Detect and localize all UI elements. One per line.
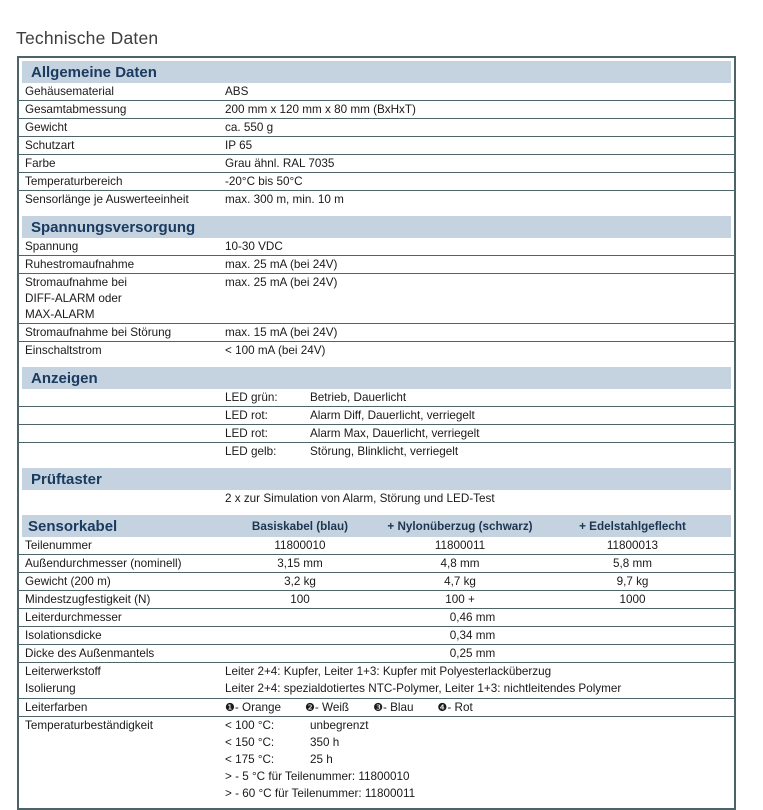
cable-row [19, 591, 734, 609]
spec-label-line: Stromaufnahme bei [25, 276, 127, 289]
led-name: LED rot: [225, 409, 268, 422]
spec-value: 2 x zur Simulation von Alarm, Störung und LED-Test [225, 492, 495, 505]
section-allgemeine-daten [19, 61, 734, 208]
spec-value: 10-30 VDC [225, 240, 283, 253]
value-edelstahlgeflecht: 9,7 kg [616, 575, 649, 588]
wire-color-legend [225, 700, 734, 716]
page-title: Technische Daten [16, 28, 159, 48]
spec-value: 0,25 mm [449, 647, 496, 660]
circled-1-icon: ❶ [225, 701, 235, 714]
value-edelstahlgeflecht: 11800013 [606, 539, 659, 552]
spec-label: Einschaltstrom [25, 344, 102, 357]
spec-row-multiline [19, 274, 734, 324]
wire-color-label: - Blau [382, 701, 414, 714]
spec-value: IP 65 [225, 139, 253, 152]
spec-row [19, 609, 734, 627]
spec-value: -20°C bis 50°C [225, 175, 303, 188]
section-spannungsversorgung [19, 216, 734, 359]
spec-value: max. 25 mA (bei 24V) [225, 258, 338, 271]
spec-label: Schutzart [25, 139, 75, 152]
temp-note: > - 60 °C für Teilenummer: 11800011 [225, 787, 416, 800]
spec-row [19, 256, 734, 274]
value-edelstahlgeflecht: 1000 [619, 593, 646, 606]
column-header-basiskabel: Basiskabel (blau) [251, 519, 349, 533]
spec-value: ABS [225, 85, 249, 98]
spec-value: max. 300 m, min. 10 m [225, 193, 344, 206]
section-rows [19, 537, 734, 805]
temp-condition: < 150 °C: [225, 736, 275, 749]
spec-row [25, 664, 734, 681]
spec-label: Gehäusematerial [25, 85, 115, 98]
temp-condition: < 100 °C: [225, 719, 275, 732]
section-header: Prüftaster [22, 468, 731, 490]
leiterfarben-row [19, 699, 734, 717]
led-description: Betrieb, Dauerlicht [310, 391, 407, 404]
value-nylonueberzug: 4,8 mm [440, 557, 480, 570]
led-name: LED gelb: [225, 445, 277, 458]
spec-label: Leiterwerkstoff [25, 665, 101, 678]
led-description: Alarm Diff, Dauerlicht, verriegelt [310, 409, 475, 422]
section-header: Allgemeine Daten [22, 61, 731, 83]
spec-row [19, 101, 734, 119]
spec-row [19, 627, 734, 645]
led-row [19, 443, 734, 460]
value-nylonueberzug: 100 + [445, 593, 475, 606]
spec-label: Gesamtabmessung [25, 103, 127, 116]
spec-value: max. 25 mA (bei 24V) [225, 276, 338, 289]
circled-4-icon: ❹ [437, 701, 448, 714]
spec-label: Teilenummer [25, 539, 92, 552]
section-prueftaster [19, 468, 734, 507]
spec-label: Isolierung [25, 682, 76, 695]
temp-value: 25 h [310, 753, 333, 766]
value-basiskabel: 100 [290, 593, 310, 606]
temp-cond-row [225, 735, 734, 752]
spec-label: Gewicht [25, 121, 68, 134]
cable-row [19, 555, 734, 573]
led-row [19, 425, 734, 443]
spec-label: Mindestzugfestigkeit (N) [25, 593, 151, 606]
spec-label: Leiterfarben [25, 701, 88, 714]
cable-row [19, 573, 734, 591]
value-nylonueberzug: 11800011 [434, 539, 486, 552]
spec-label-line: MAX-ALARM [25, 308, 95, 321]
temp-note: > - 5 °C für Teilenummer: 11800010 [225, 770, 410, 783]
value-edelstahlgeflecht: 5,8 mm [613, 557, 652, 570]
wire-color-label: - Weiß [314, 701, 350, 714]
spec-label: Isolationsdicke [25, 629, 102, 642]
led-description: Alarm Max, Dauerlicht, verriegelt [310, 427, 480, 440]
section-header: Anzeigen [22, 367, 731, 389]
spec-row [19, 342, 734, 359]
spec-row [19, 324, 734, 342]
column-header-nylonueberzug: + Nylonüberzug (schwarz) [387, 519, 533, 533]
spec-value: 200 mm x 120 mm x 80 mm (BxHxT) [225, 103, 416, 116]
spec-label: Stromaufnahme bei Störung [25, 326, 172, 339]
value-basiskabel: 11800010 [274, 539, 326, 552]
spec-row [25, 681, 734, 698]
spec-label: Temperaturbeständigkeit [25, 719, 153, 732]
section-anzeigen [19, 367, 734, 460]
spec-value: Leiter 2+4: spezialdotiertes NTC-Polymer, Leiter 1+3: nichtleitendes Polymer [225, 682, 622, 695]
spec-row [19, 155, 734, 173]
wire-color-item [225, 700, 281, 716]
temp-cond-row [225, 752, 734, 769]
value-basiskabel: 3,2 kg [284, 575, 316, 588]
temp-cond-row [225, 718, 734, 735]
spec-label: Gewicht (200 m) [25, 575, 111, 588]
temp-condition: < 175 °C: [225, 753, 275, 766]
wire-color-item [305, 700, 349, 716]
material-block [19, 663, 734, 699]
spec-value: Grau ähnl. RAL 7035 [225, 157, 335, 170]
spec-label: Ruhestromaufnahme [25, 258, 135, 271]
section-sensorkabel [19, 515, 734, 805]
spec-row [19, 191, 734, 208]
spec-row [19, 238, 734, 256]
spec-table [17, 56, 736, 810]
spec-value: 0,46 mm [449, 611, 496, 624]
section-rows [19, 389, 734, 460]
temperatur-block [19, 717, 734, 805]
led-row [19, 389, 734, 407]
led-description: Störung, Blinklicht, verriegelt [310, 445, 459, 458]
spec-label: Dicke des Außenmantels [25, 647, 155, 660]
section-header-with-columns [22, 515, 731, 537]
spec-value: max. 15 mA (bei 24V) [225, 326, 338, 339]
value-nylonueberzug: 4,7 kg [444, 575, 476, 588]
wire-color-item [373, 700, 413, 716]
value-basiskabel: 3,15 mm [277, 557, 323, 570]
spec-label [25, 275, 225, 323]
spec-row [19, 119, 734, 137]
spec-label: Temperaturbereich [25, 175, 123, 188]
section-rows [19, 238, 734, 359]
led-name: LED grün: [225, 391, 278, 404]
spec-label-line: DIFF-ALARM oder [25, 292, 122, 305]
column-header-edelstahlgeflecht: + Edelstahlgeflecht [579, 519, 686, 533]
spec-row [19, 83, 734, 101]
section-header: Spannungsversorgung [22, 216, 731, 238]
spec-value: ca. 550 g [225, 121, 274, 134]
circled-2-icon: ❷ [305, 701, 315, 714]
spec-label: Sensorlänge je Auswerteeinheit [25, 193, 189, 206]
spec-value: < 100 mA (bei 24V) [225, 344, 326, 357]
cable-row [19, 537, 734, 555]
wire-color-label: - Rot [447, 701, 473, 714]
wire-color-item [438, 700, 473, 716]
circled-3-icon: ❸ [373, 701, 383, 714]
spec-value: 0,34 mm [449, 629, 496, 642]
section-rows [19, 83, 734, 208]
section-header: Sensorkabel [28, 517, 118, 535]
led-row [19, 407, 734, 425]
section-rows [19, 490, 734, 507]
spec-row [19, 137, 734, 155]
spec-label: Spannung [25, 240, 79, 253]
temperatur-values [225, 718, 734, 803]
wire-color-label: - Orange [234, 701, 281, 714]
temp-value: 350 h [310, 736, 340, 749]
spec-label: Leiterdurchmesser [25, 611, 122, 624]
spec-label: Farbe [25, 157, 56, 170]
led-name: LED rot: [225, 427, 268, 440]
spec-row [19, 645, 734, 663]
spec-label: Außendurchmesser (nominell) [25, 557, 182, 570]
temp-value: unbegrenzt [310, 719, 369, 732]
spec-row [19, 173, 734, 191]
spec-value: Leiter 2+4: Kupfer, Leiter 1+3: Kupfer mit Polyesterlacküberzug [225, 665, 552, 678]
spec-row [19, 490, 734, 507]
